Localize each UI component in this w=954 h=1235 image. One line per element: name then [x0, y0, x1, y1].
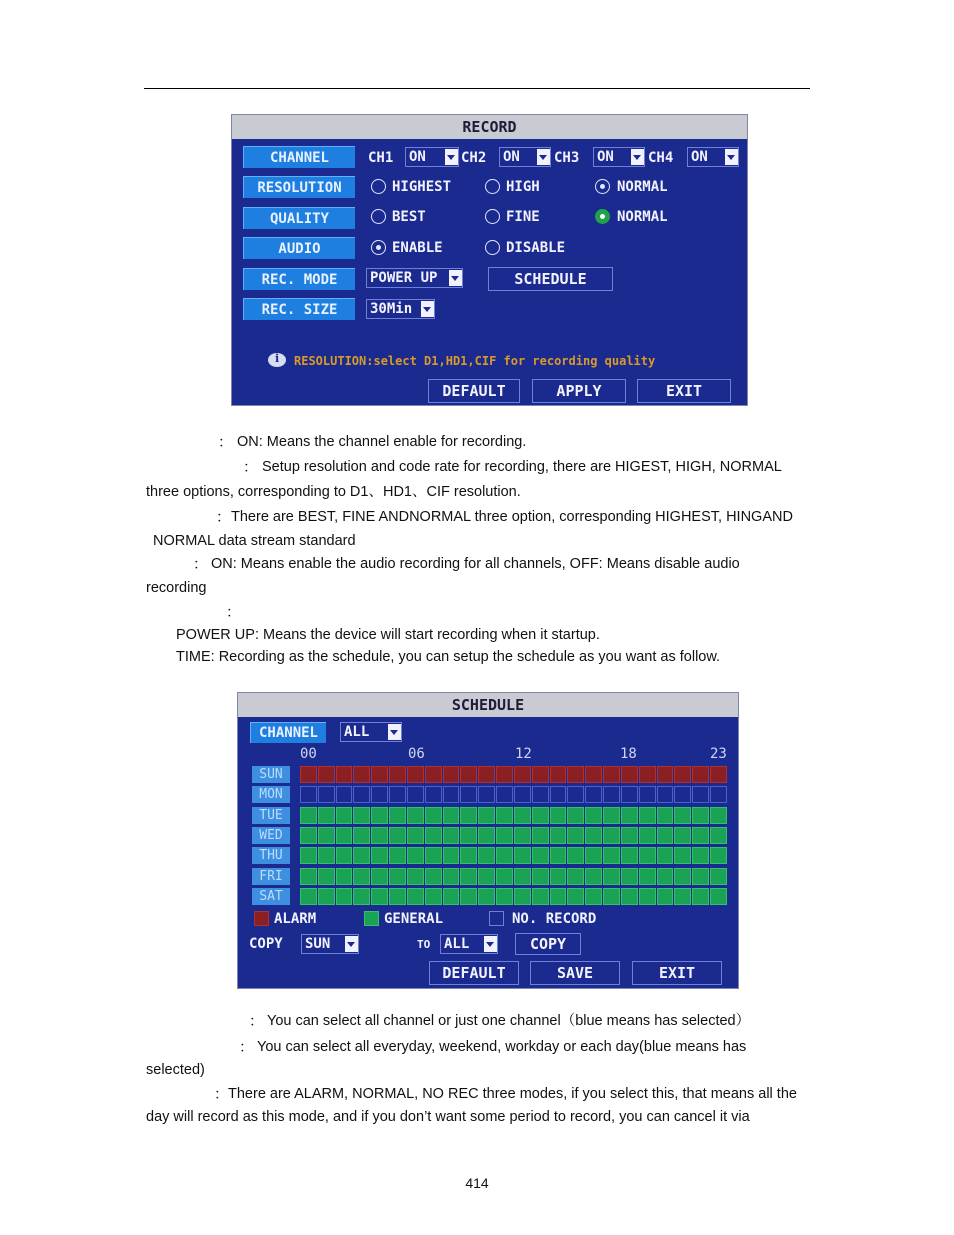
schedule-cell[interactable] [460, 807, 477, 824]
audio-enable-label: ENABLE [392, 240, 443, 256]
channel-desc: ON: Means the channel enable for recording. [237, 434, 527, 450]
chevron-down-icon [449, 270, 462, 286]
ch4-value: ON [691, 149, 708, 165]
schedule-cell[interactable] [710, 847, 727, 864]
schedule-cell[interactable] [585, 888, 602, 905]
copy-label: COPY [249, 936, 283, 952]
record-dialog-title: RECORD [232, 115, 747, 139]
schedule-cell[interactable] [532, 786, 549, 803]
schedule-cell[interactable] [621, 766, 638, 783]
schedule-row-mon [300, 786, 728, 803]
schedule-cell[interactable] [514, 766, 531, 783]
schedule-cell[interactable] [407, 888, 424, 905]
schedule-cell[interactable] [300, 766, 317, 783]
chevron-down-icon [631, 149, 644, 165]
ch4-label: CH4 [648, 150, 674, 166]
schedule-cell[interactable] [496, 827, 513, 844]
schedule-cell[interactable] [443, 786, 460, 803]
default-button[interactable]: DEFAULT [428, 379, 520, 403]
schedule-cell[interactable] [692, 786, 709, 803]
schedule-day-desc-1: You can select all everyday, weekend, workday or each day(blue means has [257, 1039, 747, 1055]
legend-general-swatch[interactable] [364, 911, 379, 926]
legend-alarm-swatch[interactable] [254, 911, 269, 926]
day-mon[interactable]: MON [252, 786, 290, 803]
schedule-day-colon: ： [239, 1040, 254, 1056]
schedule-cell[interactable] [585, 786, 602, 803]
resolution-highest-label: HIGHEST [392, 179, 452, 195]
rec-size-label: REC. SIZE [243, 298, 355, 320]
schedule-cell[interactable] [514, 827, 531, 844]
ch2-label: CH2 [461, 150, 487, 166]
schedule-cell[interactable] [300, 807, 317, 824]
schedule-channel-desc: You can select all channel or just one channel（blue means has selected） [267, 1013, 751, 1029]
schedule-cell[interactable] [674, 766, 691, 783]
schedule-row-fri [300, 868, 728, 885]
schedule-cell[interactable] [550, 847, 567, 864]
schedule-cell[interactable] [318, 786, 335, 803]
day-thu[interactable]: THU [252, 847, 290, 864]
schedule-channel-label: CHANNEL [250, 722, 326, 743]
audio-disable-radio[interactable] [485, 240, 500, 255]
schedule-cell[interactable] [371, 766, 388, 783]
schedule-channel-select[interactable] [340, 722, 402, 742]
rec-mode-select[interactable] [366, 268, 463, 288]
schedule-cell[interactable] [353, 786, 370, 803]
ch1-value: ON [409, 149, 426, 165]
schedule-cell[interactable] [371, 786, 388, 803]
quality-best-radio[interactable] [371, 209, 386, 224]
copy-to-value: ALL [444, 936, 470, 952]
schedule-cell[interactable] [639, 786, 656, 803]
schedule-cell[interactable] [371, 888, 388, 905]
resolution-desc-1: Setup resolution and code rate for recording, there are HIGEST, HIGH, NORMAL [262, 459, 782, 475]
legend-norec-swatch[interactable] [489, 911, 504, 926]
schedule-cell[interactable] [336, 847, 353, 864]
schedule-cell[interactable] [460, 786, 477, 803]
ch3-select[interactable] [593, 147, 645, 167]
schedule-cell[interactable] [425, 766, 442, 783]
schedule-cell[interactable] [657, 847, 674, 864]
ch1-label: CH1 [368, 150, 394, 166]
schedule-cell[interactable] [353, 827, 370, 844]
schedule-cell[interactable] [657, 786, 674, 803]
audio-disable-label: DISABLE [506, 240, 566, 256]
resolution-high-label: HIGH [506, 179, 540, 195]
schedule-cell[interactable] [674, 827, 691, 844]
ch3-value: ON [597, 149, 614, 165]
schedule-cell[interactable] [621, 868, 638, 885]
page-number: 414 [465, 1175, 489, 1191]
schedule-cell[interactable] [425, 786, 442, 803]
schedule-exit-button[interactable]: EXIT [632, 961, 722, 985]
schedule-cell[interactable] [318, 868, 335, 885]
hour-tick-23: 23 [710, 746, 727, 762]
schedule-cell[interactable] [353, 847, 370, 864]
schedule-cell[interactable] [532, 868, 549, 885]
schedule-cell[interactable] [496, 847, 513, 864]
schedule-cell[interactable] [514, 786, 531, 803]
schedule-cell[interactable] [460, 888, 477, 905]
audio-label: AUDIO [243, 237, 355, 259]
schedule-cell[interactable] [710, 786, 727, 803]
resolution-normal-radio[interactable] [595, 179, 610, 194]
ch1-select[interactable] [405, 147, 459, 167]
schedule-cell[interactable] [407, 786, 424, 803]
schedule-cell[interactable] [478, 766, 495, 783]
legend-alarm-label: ALARM [274, 911, 317, 927]
schedule-cell[interactable] [532, 807, 549, 824]
copy-button[interactable]: COPY [515, 933, 581, 955]
schedule-row-tue [300, 807, 728, 824]
schedule-cell[interactable] [692, 766, 709, 783]
schedule-cell[interactable] [550, 827, 567, 844]
schedule-cell[interactable] [353, 766, 370, 783]
schedule-mode-colon: ： [214, 1087, 229, 1103]
schedule-cell[interactable] [353, 868, 370, 885]
schedule-cell[interactable] [300, 827, 317, 844]
resolution-high-radio[interactable] [485, 179, 500, 194]
resolution-normal-label: NORMAL [617, 179, 668, 195]
schedule-cell[interactable] [532, 766, 549, 783]
schedule-cell[interactable] [371, 847, 388, 864]
schedule-cell[interactable] [657, 807, 674, 824]
chevron-down-icon [537, 149, 550, 165]
schedule-cell[interactable] [603, 786, 620, 803]
schedule-cell[interactable] [336, 786, 353, 803]
schedule-cell[interactable] [674, 868, 691, 885]
schedule-cell[interactable] [478, 847, 495, 864]
quality-colon: ： [216, 510, 231, 526]
schedule-cell[interactable] [336, 766, 353, 783]
schedule-row-thu [300, 847, 728, 864]
schedule-cell[interactable] [407, 807, 424, 824]
schedule-channel-value: ALL [344, 724, 370, 740]
ch2-value: ON [503, 149, 520, 165]
schedule-cell[interactable] [585, 868, 602, 885]
schedule-cell[interactable] [567, 766, 584, 783]
schedule-cell[interactable] [425, 827, 442, 844]
schedule-cell[interactable] [550, 868, 567, 885]
schedule-cell[interactable] [353, 807, 370, 824]
schedule-cell[interactable] [585, 827, 602, 844]
schedule-cell[interactable] [532, 888, 549, 905]
schedule-cell[interactable] [496, 807, 513, 824]
schedule-cell[interactable] [621, 827, 638, 844]
schedule-cell[interactable] [621, 807, 638, 824]
quality-desc-2: NORMAL data stream standard [153, 533, 356, 549]
schedule-save-button[interactable]: SAVE [530, 961, 620, 985]
schedule-cell[interactable] [710, 888, 727, 905]
schedule-cell[interactable] [692, 847, 709, 864]
schedule-cell[interactable] [710, 807, 727, 824]
quality-label: QUALITY [243, 207, 355, 229]
legend-general-label: GENERAL [384, 911, 444, 927]
schedule-cell[interactable] [407, 766, 424, 783]
schedule-cell[interactable] [478, 868, 495, 885]
schedule-cell[interactable] [336, 868, 353, 885]
schedule-cell[interactable] [692, 868, 709, 885]
schedule-cell[interactable] [425, 847, 442, 864]
audio-enable-radio[interactable] [371, 240, 386, 255]
schedule-cell[interactable] [603, 868, 620, 885]
schedule-cell[interactable] [460, 766, 477, 783]
quality-fine-radio[interactable] [485, 209, 500, 224]
channel-label: CHANNEL [243, 146, 355, 168]
day-sun[interactable]: SUN [252, 766, 290, 783]
rec-mode-label: REC. MODE [243, 268, 355, 290]
schedule-cell[interactable] [336, 888, 353, 905]
hour-tick-06: 06 [408, 746, 425, 762]
copy-from-select[interactable] [301, 934, 359, 954]
schedule-cell[interactable] [496, 888, 513, 905]
chevron-down-icon [484, 936, 497, 952]
resolution-tip: RESOLUTION:select D1,HD1,CIF for recording quality [294, 354, 656, 368]
schedule-cell[interactable] [425, 868, 442, 885]
ch3-label: CH3 [554, 150, 580, 166]
schedule-cell[interactable] [443, 807, 460, 824]
schedule-cell[interactable] [460, 827, 477, 844]
chevron-down-icon [445, 149, 458, 165]
schedule-cell[interactable] [550, 888, 567, 905]
schedule-cell[interactable] [621, 888, 638, 905]
schedule-cell[interactable] [603, 888, 620, 905]
schedule-cell[interactable] [567, 786, 584, 803]
day-fri[interactable]: FRI [252, 868, 290, 885]
schedule-cell[interactable] [478, 786, 495, 803]
to-label: TO [417, 938, 431, 951]
chevron-down-icon [345, 936, 358, 952]
schedule-cell[interactable] [674, 807, 691, 824]
schedule-cell[interactable] [621, 786, 638, 803]
audio-colon: ： [193, 557, 208, 573]
schedule-cell[interactable] [657, 868, 674, 885]
schedule-cell[interactable] [514, 868, 531, 885]
schedule-cell[interactable] [657, 827, 674, 844]
schedule-row-wed [300, 827, 728, 844]
schedule-cell[interactable] [514, 847, 531, 864]
schedule-cell[interactable] [443, 868, 460, 885]
schedule-cell[interactable] [371, 868, 388, 885]
schedule-button[interactable]: SCHEDULE [488, 267, 613, 291]
schedule-cell[interactable] [407, 827, 424, 844]
audio-desc-2: recording [146, 580, 207, 596]
schedule-cell[interactable] [639, 868, 656, 885]
schedule-dialog [237, 692, 739, 989]
rec-mode-colon: ： [226, 605, 241, 621]
schedule-cell[interactable] [389, 766, 406, 783]
schedule-cell[interactable] [514, 888, 531, 905]
legend-norec-label: NO. RECORD [512, 911, 597, 927]
schedule-cell[interactable] [443, 766, 460, 783]
schedule-cell[interactable] [318, 827, 335, 844]
schedule-cell[interactable] [603, 847, 620, 864]
schedule-cell[interactable] [550, 807, 567, 824]
schedule-row-sun [300, 766, 728, 783]
schedule-cell[interactable] [300, 888, 317, 905]
schedule-cell[interactable] [674, 888, 691, 905]
schedule-day-desc-2: selected) [146, 1062, 205, 1078]
schedule-cell[interactable] [674, 847, 691, 864]
schedule-cell[interactable] [425, 807, 442, 824]
schedule-row-sat [300, 888, 728, 905]
schedule-cell[interactable] [567, 868, 584, 885]
schedule-cell[interactable] [389, 786, 406, 803]
schedule-default-button[interactable]: DEFAULT [429, 961, 519, 985]
quality-desc-1: There are BEST, FINE ANDNORMAL three option, corresponding HIGHEST, HINGAND [231, 509, 793, 525]
time-desc: TIME: Recording as the schedule, you can setup the schedule as you want as follow. [176, 649, 721, 665]
chevron-down-icon [421, 301, 434, 317]
schedule-cell[interactable] [603, 827, 620, 844]
resolution-highest-radio[interactable] [371, 179, 386, 194]
exit-button[interactable]: EXIT [637, 379, 731, 403]
schedule-channel-colon: ： [249, 1014, 264, 1030]
day-wed[interactable]: WED [252, 827, 290, 844]
resolution-desc-2: three options, corresponding to D1、HD1、CIF resolution. [146, 484, 521, 500]
rec-mode-value: POWER UP [370, 270, 438, 286]
chevron-down-icon [388, 724, 401, 740]
hour-tick-18: 18 [620, 746, 637, 762]
schedule-cell[interactable] [460, 847, 477, 864]
schedule-cell[interactable] [550, 766, 567, 783]
schedule-mode-desc-2: day will record as this mode, and if you don’t want some period to record, you can cancel it via [146, 1109, 750, 1125]
copy-from-value: SUN [305, 936, 331, 952]
schedule-cell[interactable] [603, 766, 620, 783]
schedule-cell[interactable] [300, 847, 317, 864]
schedule-cell[interactable] [639, 766, 656, 783]
ch4-select[interactable] [687, 147, 739, 167]
power-up-desc: POWER UP: Means the device will start recording when it startup. [176, 627, 600, 643]
schedule-cell[interactable] [621, 847, 638, 864]
rec-size-select[interactable] [366, 299, 435, 319]
schedule-cell[interactable] [567, 847, 584, 864]
schedule-cell[interactable] [532, 827, 549, 844]
schedule-cell[interactable] [318, 888, 335, 905]
record-dialog [231, 114, 748, 406]
hour-tick-00: 00 [300, 746, 317, 762]
schedule-cell[interactable] [710, 827, 727, 844]
quality-normal-label: NORMAL [617, 209, 668, 225]
schedule-cell[interactable] [443, 827, 460, 844]
schedule-cell[interactable] [567, 827, 584, 844]
info-icon [268, 353, 286, 367]
schedule-cell[interactable] [425, 888, 442, 905]
schedule-cell[interactable] [389, 827, 406, 844]
schedule-cell[interactable] [710, 766, 727, 783]
schedule-cell[interactable] [567, 807, 584, 824]
schedule-cell[interactable] [460, 868, 477, 885]
schedule-cell[interactable] [532, 847, 549, 864]
schedule-cell[interactable] [443, 847, 460, 864]
schedule-cell[interactable] [353, 888, 370, 905]
ch2-select[interactable] [499, 147, 551, 167]
quality-best-label: BEST [392, 209, 426, 225]
schedule-cell[interactable] [443, 888, 460, 905]
channel-colon: ： [218, 435, 233, 451]
schedule-cell[interactable] [674, 786, 691, 803]
schedule-cell[interactable] [407, 847, 424, 864]
schedule-cell[interactable] [657, 766, 674, 783]
schedule-cell[interactable] [389, 868, 406, 885]
schedule-cell[interactable] [300, 868, 317, 885]
schedule-cell[interactable] [639, 888, 656, 905]
quality-normal-radio[interactable] [595, 209, 610, 224]
schedule-cell[interactable] [710, 868, 727, 885]
rec-size-value: 30Min [370, 301, 413, 317]
schedule-cell[interactable] [567, 888, 584, 905]
schedule-cell[interactable] [639, 807, 656, 824]
apply-button[interactable]: APPLY [532, 379, 626, 403]
schedule-cell[interactable] [514, 807, 531, 824]
schedule-cell[interactable] [639, 847, 656, 864]
schedule-cell[interactable] [478, 827, 495, 844]
audio-desc-1: ON: Means enable the audio recording for all channels, OFF: Means disable audio [211, 556, 740, 572]
resolution-label: RESOLUTION [243, 176, 355, 198]
schedule-cell[interactable] [407, 868, 424, 885]
chevron-down-icon [725, 149, 738, 165]
schedule-cell[interactable] [318, 847, 335, 864]
schedule-dialog-title: SCHEDULE [238, 693, 738, 717]
day-tue[interactable]: TUE [252, 807, 290, 824]
schedule-cell[interactable] [550, 786, 567, 803]
schedule-cell[interactable] [371, 827, 388, 844]
schedule-cell[interactable] [657, 888, 674, 905]
schedule-cell[interactable] [496, 766, 513, 783]
schedule-cell[interactable] [318, 807, 335, 824]
hour-tick-12: 12 [515, 746, 532, 762]
schedule-cell[interactable] [692, 827, 709, 844]
schedule-cell[interactable] [478, 807, 495, 824]
quality-fine-label: FINE [506, 209, 540, 225]
schedule-cell[interactable] [692, 807, 709, 824]
schedule-cell[interactable] [478, 888, 495, 905]
schedule-cell[interactable] [585, 847, 602, 864]
schedule-cell[interactable] [300, 786, 317, 803]
schedule-cell[interactable] [496, 786, 513, 803]
schedule-cell[interactable] [371, 807, 388, 824]
schedule-cell[interactable] [639, 827, 656, 844]
schedule-cell[interactable] [336, 827, 353, 844]
schedule-cell[interactable] [389, 847, 406, 864]
schedule-cell[interactable] [389, 888, 406, 905]
schedule-cell[interactable] [496, 868, 513, 885]
schedule-cell[interactable] [585, 807, 602, 824]
schedule-cell[interactable] [336, 807, 353, 824]
schedule-cell[interactable] [692, 888, 709, 905]
copy-to-select[interactable] [440, 934, 498, 954]
header-rule [144, 88, 810, 89]
schedule-cell[interactable] [585, 766, 602, 783]
schedule-cell[interactable] [389, 807, 406, 824]
resolution-colon: ： [243, 460, 258, 476]
schedule-cell[interactable] [603, 807, 620, 824]
day-sat[interactable]: SAT [252, 888, 290, 905]
schedule-mode-desc-1: There are ALARM, NORMAL, NO REC three modes, if you select this, that means all the [228, 1086, 797, 1102]
schedule-cell[interactable] [318, 766, 335, 783]
